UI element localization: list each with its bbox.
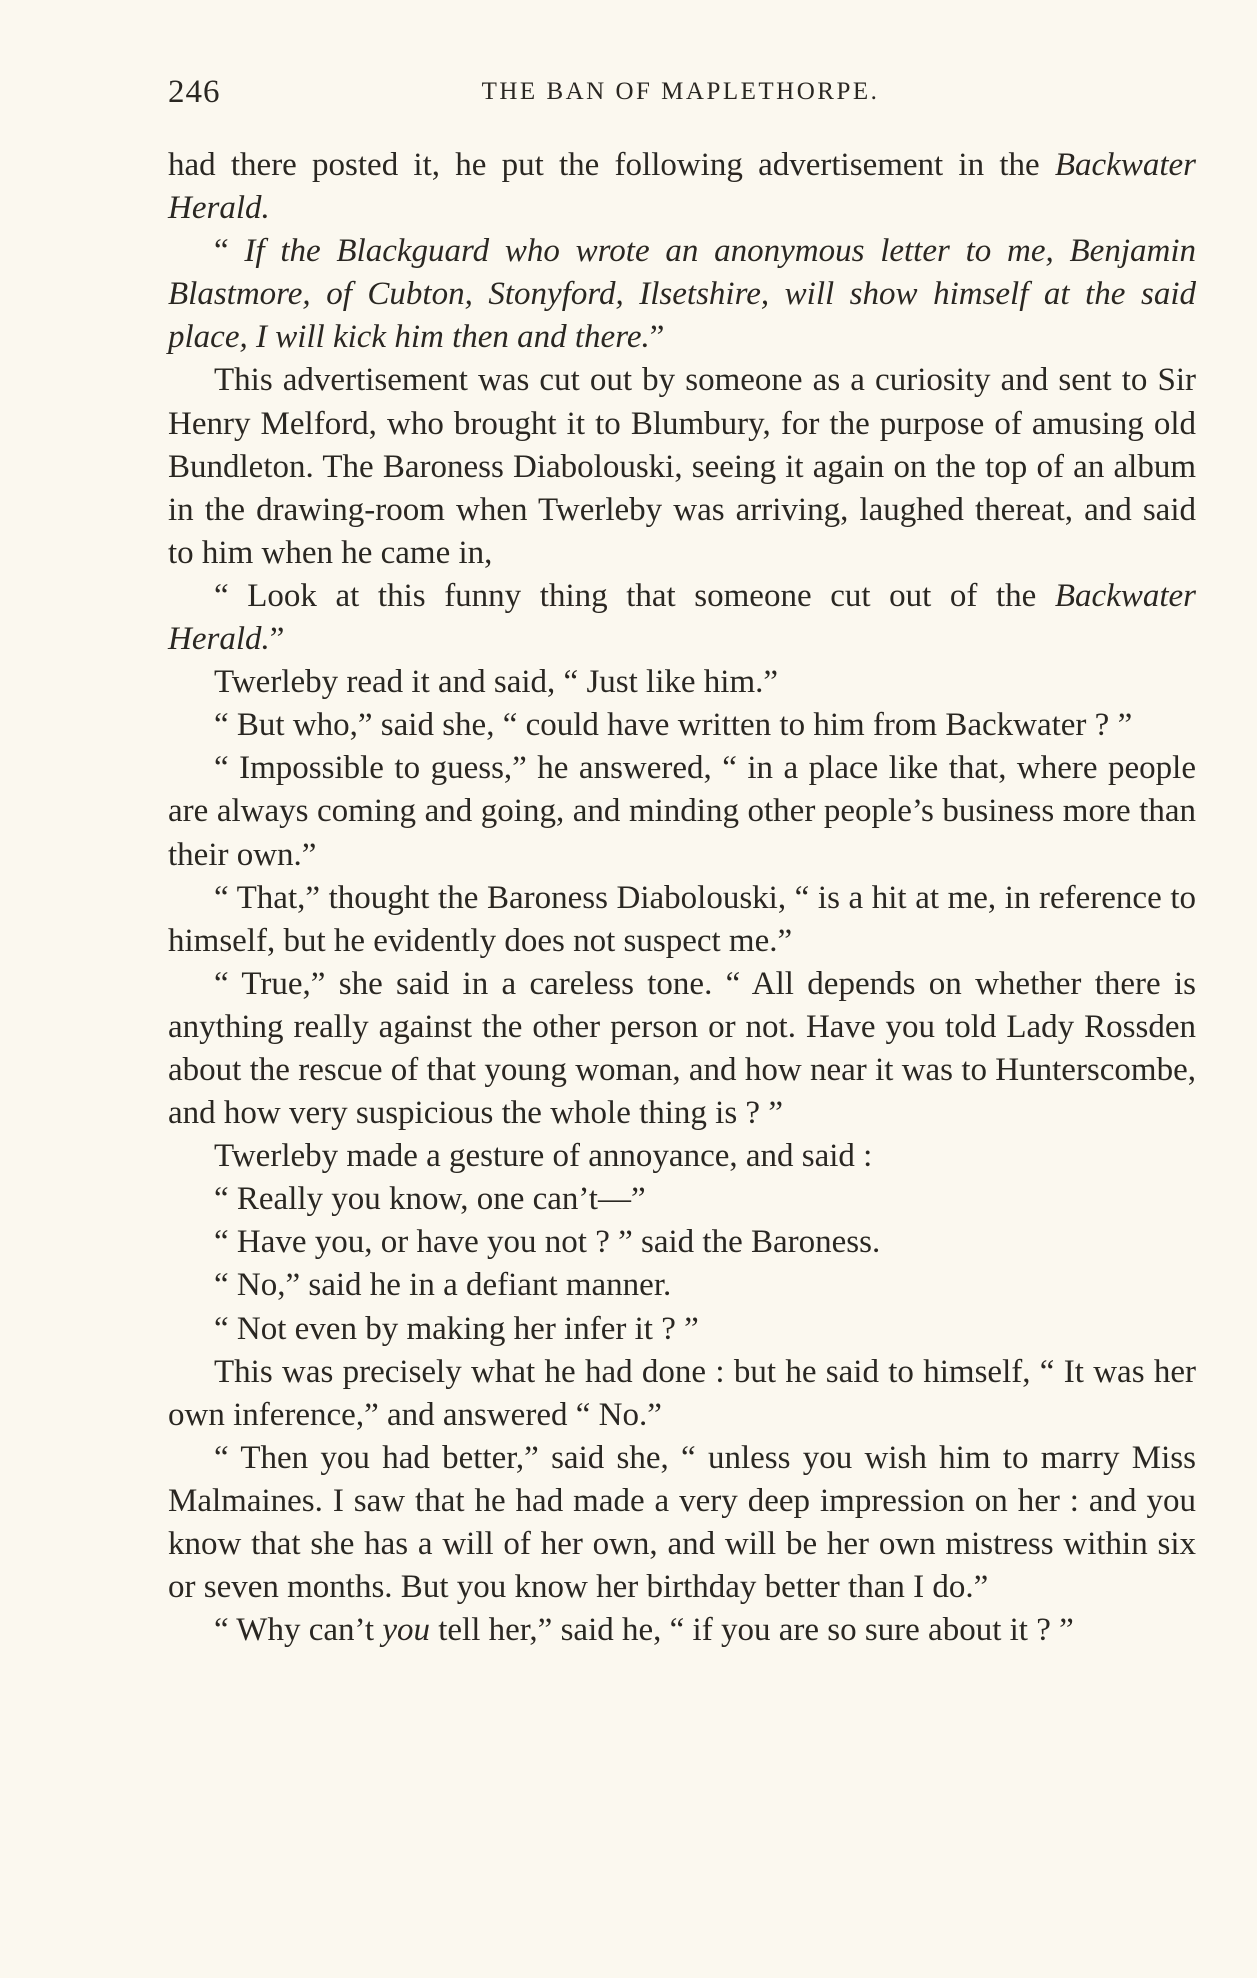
italic-text-run: you	[382, 1612, 430, 1649]
paragraph	[168, 1135, 1196, 1178]
text-run: This advertisement was cut out by someone as a curiosity and sent to Sir Henry Melford, who brought it to Blumbury, for the purpose of amusing old Bundleton. The Baroness Diabolouski, seeing it again on the top of an album in the drawing-room when Twerleby was arriving, laughed thereat, and said to him when he came in,	[168, 362, 1196, 571]
text-run: ”	[269, 621, 285, 658]
text-run: Twerleby read it and said, “ Just like him.”	[214, 664, 779, 701]
paragraph	[168, 1178, 1196, 1221]
paragraph	[168, 1221, 1196, 1264]
italic-text-run: If the Blackguard who wrote an anonymous letter to me, Benjamin Blastmore, of Cubton, Stonyford, Ilsetshire, will show himself at the said place, I will kick him then and there.	[168, 233, 1196, 356]
paragraph	[168, 877, 1196, 963]
text-run: This was precisely what he had done : but he said to himself, “ It was her own inference,” and answered “ No.”	[168, 1353, 1196, 1433]
paragraph	[168, 704, 1196, 747]
text-run: “ Have you, or have you not ? ” said the Baroness.	[214, 1224, 881, 1261]
paragraph	[168, 1308, 1196, 1351]
paragraph	[168, 359, 1196, 574]
text-run: tell her,” said he, “ if you are so sure about it ? ”	[429, 1612, 1074, 1649]
paragraph	[168, 575, 1196, 661]
italic-text-run: Backwater Herald.	[168, 147, 1196, 227]
paragraph	[168, 1351, 1196, 1437]
page-number: 246	[168, 74, 221, 110]
text-run: “	[214, 233, 245, 270]
text-run: Twerleby made a gesture of annoyance, and said :	[214, 1138, 873, 1175]
text-run: “ Look at this funny thing that someone cut out of the	[214, 577, 1055, 614]
text-run: “ No,” said he in a defiant manner.	[214, 1267, 672, 1304]
text-run: “ Impossible to guess,” he answered, “ in a place like that, where people are always coming and going, and minding other people’s business more than their own.”	[168, 750, 1196, 873]
text-run: ”	[649, 319, 665, 356]
paragraph	[168, 747, 1196, 876]
text-run: “ But who,” said she, “ could have written to him from Backwater ? ”	[214, 707, 1133, 744]
text-run: “ Then you had better,” said she, “ unless you wish him to marry Miss Malmaines. I saw that he had made a very deep impression on her : and you know that she has a will of her own, and will be her own mistress within six or seven months. But you know her birthday better than I do.”	[168, 1439, 1196, 1606]
page-header	[168, 74, 1193, 118]
text-run: “ Not even by making her infer it ? ”	[214, 1310, 699, 1347]
paragraph	[168, 1437, 1196, 1609]
paragraph	[168, 1264, 1196, 1307]
text-run: “ That,” thought the Baroness Diabolouski, “ is a hit at me, in reference to himself, but he evidently does not suspect me.”	[168, 879, 1196, 959]
paragraph	[168, 230, 1196, 359]
text-run: “ Really you know, one can’t—”	[214, 1181, 646, 1218]
running-title: THE BAN OF MAPLETHORPE.	[481, 78, 880, 105]
italic-text-run: Backwater Herald.	[168, 577, 1196, 658]
text-run: “ Why can’t	[214, 1612, 383, 1649]
paragraph	[168, 661, 1196, 704]
text-run: had there posted it, he put the following advertisement in the	[168, 147, 1055, 183]
paragraph	[168, 144, 1196, 230]
text-run: “ True,” she said in a careless tone. “ All depends on whether there is anything really against the other person or not. Have you told Lady Rossden about the rescue of that young woman, and how near it was to Hunterscombe, and how very suspicious the whole thing is ? ”	[168, 965, 1196, 1132]
body-text	[168, 144, 1196, 1652]
paragraph	[168, 963, 1196, 1135]
paragraph	[168, 1609, 1196, 1652]
